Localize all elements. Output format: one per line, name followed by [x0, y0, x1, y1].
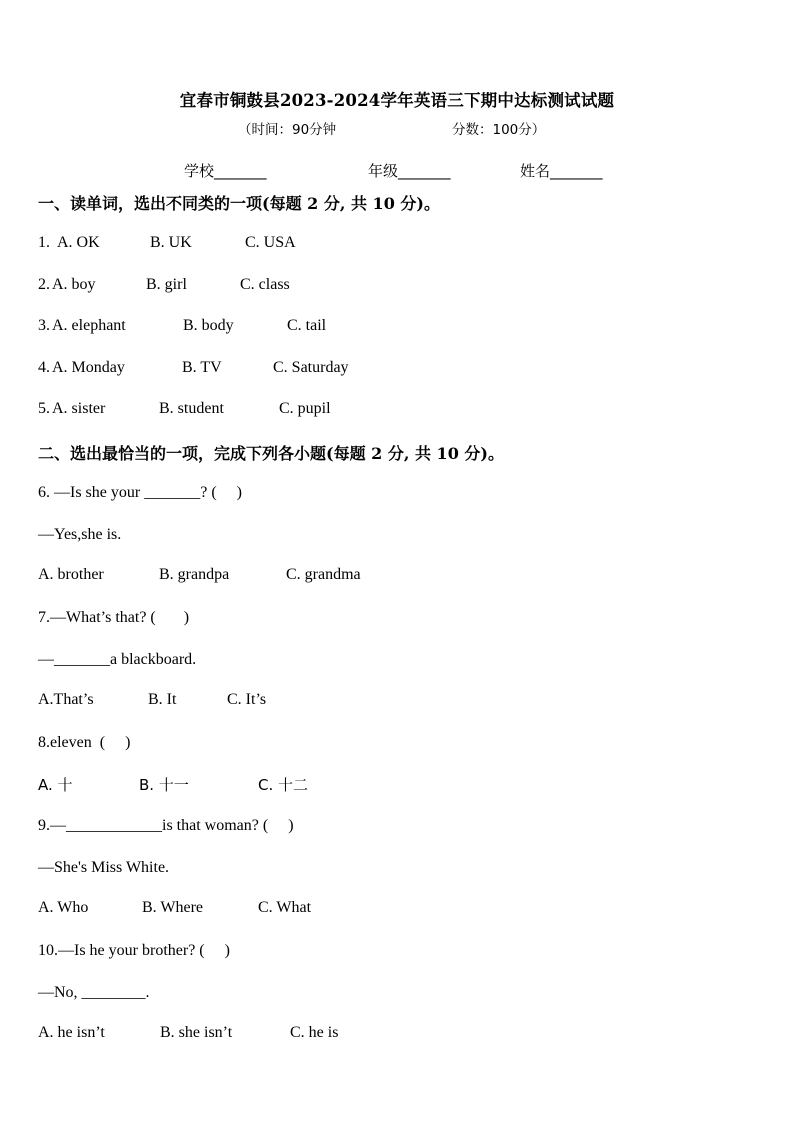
- section-2-heading: 二、选出最恰当的一项，完成下列各小题(每题 2 分, 共 10 分)。: [38, 444, 504, 463]
- option-c: C. Saturday: [273, 359, 349, 376]
- q6-option-c: C. grandma: [286, 566, 361, 583]
- option-a: A. sister: [52, 400, 106, 417]
- q10-option-c: C. he is: [290, 1024, 339, 1041]
- school-field: 学校_______: [184, 162, 267, 180]
- option-b: B. TV: [182, 359, 222, 376]
- q8-option-b: B. 十一: [139, 776, 189, 794]
- exam-score: 分数：100分）: [452, 122, 546, 138]
- option-b: B. student: [159, 400, 224, 417]
- q7-option-c: C. It’s: [227, 691, 267, 708]
- question-number: 5.: [38, 400, 50, 417]
- option-b: B. body: [183, 317, 234, 334]
- q8-option-c: C. 十二: [258, 776, 309, 794]
- q10-option-b: B. she isn’t: [160, 1024, 233, 1041]
- q9-option-b: B. Where: [142, 899, 204, 916]
- question-6-reply: —Yes,she is.: [38, 526, 122, 543]
- option-a: A. boy: [52, 276, 96, 293]
- q6-option-a: A. brother: [38, 566, 104, 583]
- option-c: C. USA: [245, 234, 296, 251]
- option-b: B. UK: [150, 234, 192, 251]
- option-c: C. tail: [287, 317, 327, 334]
- option-a: A. Monday: [52, 359, 125, 376]
- q7-option-a: A.That’s: [38, 691, 94, 708]
- question-8-stem: 8.eleven ( ): [38, 734, 131, 751]
- question-9-reply: —She's Miss White.: [38, 859, 170, 876]
- name-field: 姓名_______: [520, 162, 603, 180]
- question-number: 3.: [38, 317, 50, 334]
- q6-option-b: B. grandpa: [159, 566, 230, 583]
- exam-title: 宜春市铜鼓县2023-2024学年英语三下期中达标测试试题: [179, 91, 615, 110]
- question-7-reply: —_______a blackboard.: [38, 651, 197, 668]
- option-c: C. pupil: [279, 400, 331, 417]
- question-number: 4.: [38, 359, 50, 376]
- question-10-stem: 10.—Is he your brother? ( ): [38, 942, 230, 959]
- option-a: A. OK: [57, 234, 100, 251]
- q10-option-a: A. he isn’t: [38, 1024, 105, 1041]
- question-number: 2.: [38, 276, 50, 293]
- option-b: B. girl: [146, 276, 187, 293]
- grade-field: 年级_______: [368, 162, 451, 180]
- option-c: C. class: [240, 276, 290, 293]
- q9-option-a: A. Who: [38, 899, 89, 916]
- exam-time: （时间：90分钟: [238, 122, 337, 138]
- question-6-stem: 6. —Is she your _______? ( ): [38, 484, 242, 501]
- option-a: A. elephant: [52, 317, 126, 334]
- q9-option-c: C. What: [258, 899, 312, 916]
- q7-option-b: B. It: [148, 691, 177, 708]
- section-1-heading: 一、读单词，选出不同类的一项(每题 2 分, 共 10 分)。: [38, 194, 440, 213]
- question-number: 1.: [38, 234, 54, 251]
- q8-option-a: A. 十: [38, 776, 73, 794]
- question-10-reply: —No, ________.: [38, 984, 150, 1001]
- question-9-stem: 9.—____________is that woman? ( ): [38, 817, 294, 834]
- question-7-stem: 7.—What’s that? ( ): [38, 609, 190, 626]
